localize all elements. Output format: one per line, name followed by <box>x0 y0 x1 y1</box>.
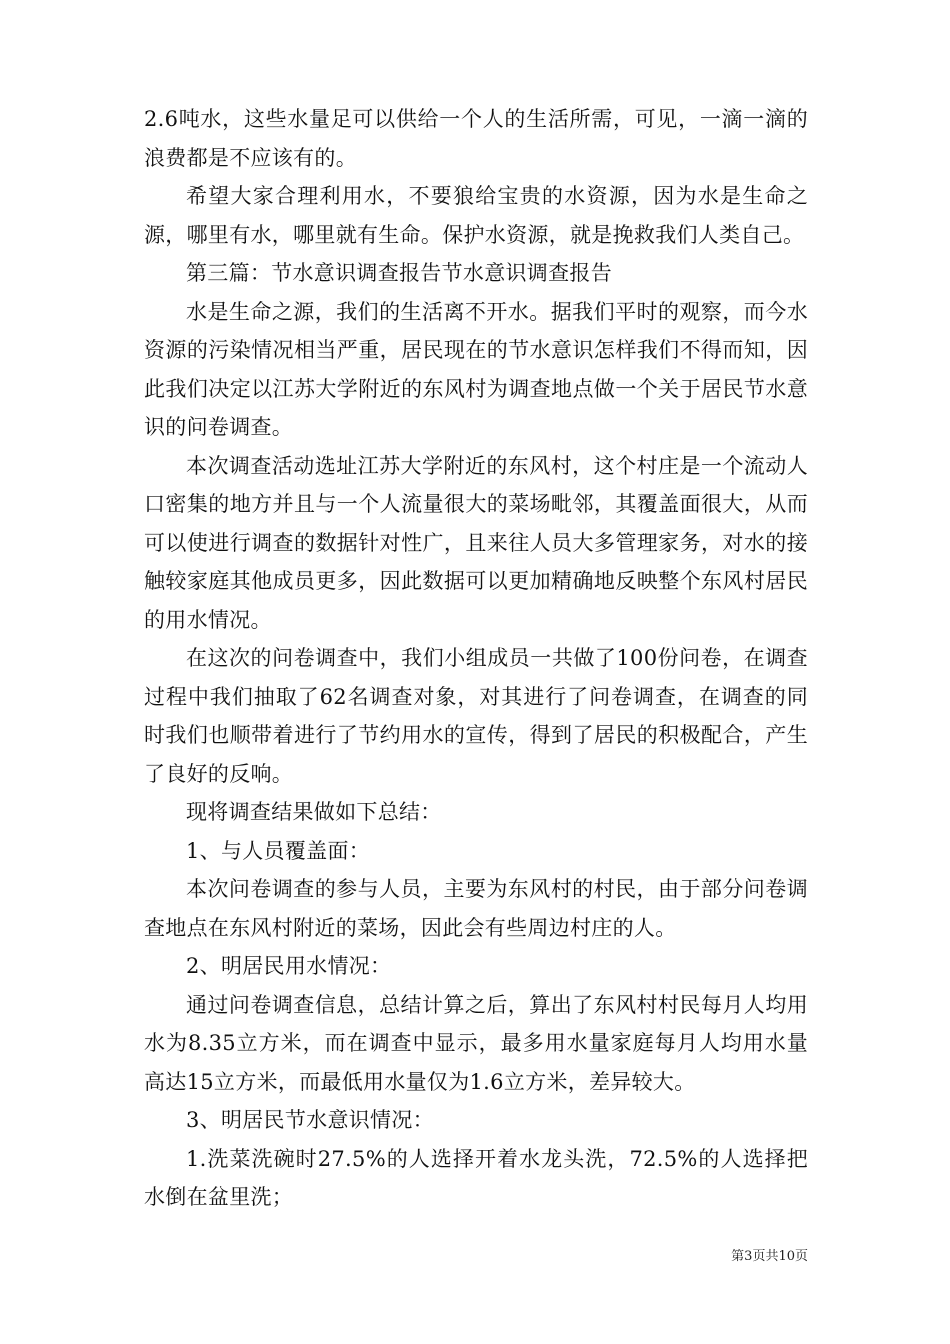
paragraph-7: 现将调查结果做如下总结： <box>186 800 442 824</box>
paragraph-5: 本次调查活动选址江苏大学附近的东风村，这个村庄是一个流动人口密集的地方并且与一个人流量很大的菜场毗邻，其覆盖面很大，从而可以使进行调查的数据针对性广，且来往人员大多管理家务，对水的接触较家庭其他成员更多，因此数据可以更加精确地反映整个东风村居民的用水情况。 <box>144 453 808 632</box>
list-heading-2: 2、明居民用水情况： <box>186 954 392 978</box>
paragraph-2: 希望大家合理利用水，不要狼给宝贵的水资源，因为水是生命之源，哪里有水，哪里就有生命。保护水资源，就是挽救我们人类自己。 <box>144 184 808 247</box>
paragraph-1: 2.6吨水，这些水量足可以供给一个人的生活所需，可见，一滴一滴的浪费都是不应该有的。 <box>144 107 808 170</box>
paragraph-6: 在这次的问卷调查中，我们小组成员一共做了100份问卷，在调查过程中我们抽取了62名调查对象，对其进行了问卷调查，在调查的同时我们也顺带着进行了节约用水的宣传，得到了居民的积极配合，产生了良好的反响。 <box>144 646 808 786</box>
list-heading-1: 1、与人员覆盖面： <box>186 838 371 863</box>
list-heading-3: 3、明居民节水意识情况： <box>186 1108 434 1132</box>
document-page <box>144 100 808 1217</box>
page-number-footer: 第3页共10页 <box>731 1249 808 1264</box>
paragraph-4: 水是生命之源，我们的生活离不开水。据我们平时的观察，而今水资源的污染情况相当严重，居民现在的节水意识怎样我们不得而知，因此我们决定以江苏大学附近的东风村为调查地点做一个关于居民节水意识的问卷调查。 <box>144 299 808 439</box>
section-heading: 第三篇：节水意识调查报告节水意识调查报告 <box>186 261 612 285</box>
paragraph-13: 1.洗菜洗碗时27.5%的人选择开着水龙头洗，72.5%的人选择把水倒在盆里洗； <box>144 1146 808 1209</box>
paragraph-11: 通过问卷调查信息，总结计算之后，算出了东风村村民每月人均用水为8.35立方米，而在调查中显示，最多用水量家庭每月人均用水量高达15立方米，而最低用水量仅为1.6立方米，差异较大。 <box>144 992 808 1094</box>
paragraph-9: 本次问卷调查的参与人员，主要为东风村的村民，由于部分问卷调查地点在东风村附近的菜场，因此会有些周边村庄的人。 <box>144 877 808 940</box>
